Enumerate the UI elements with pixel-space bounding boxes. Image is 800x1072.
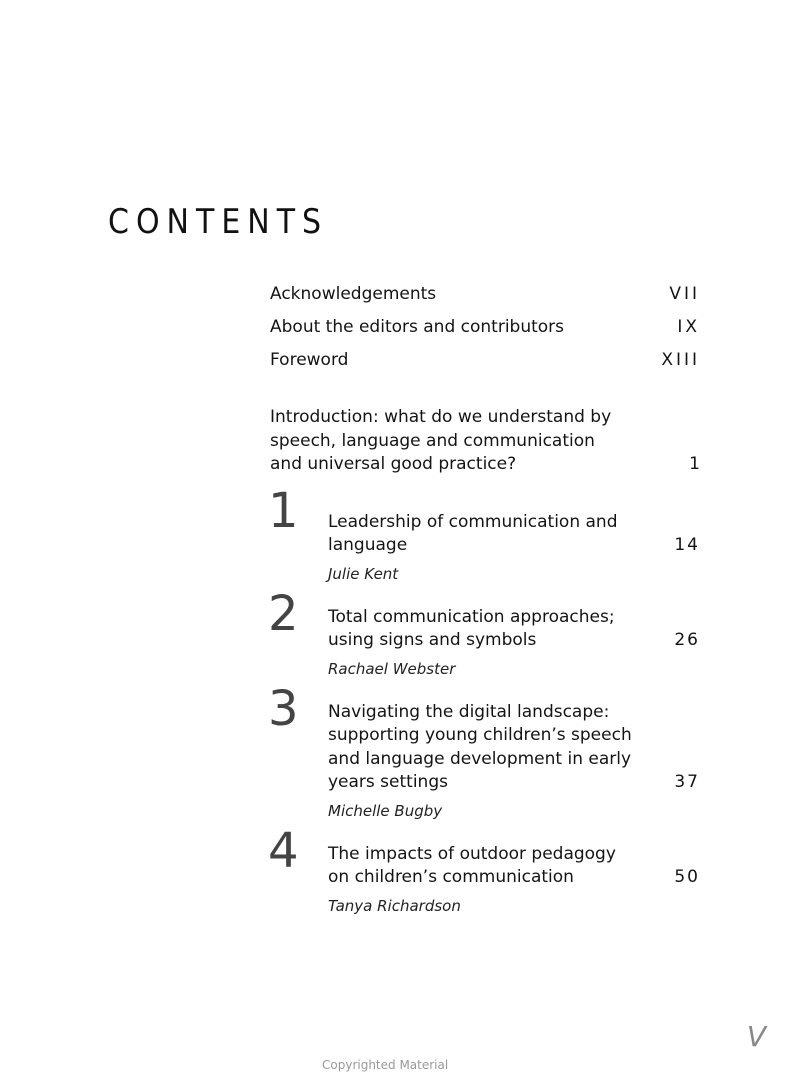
chapter-number: 2 (268, 585, 299, 642)
table-of-contents (270, 282, 700, 916)
chapter-title: Navigating the digital landscape: supporting young children’s speech and language development in early years settings (328, 701, 632, 792)
chapter-number: 1 (268, 482, 299, 539)
chapter-title: Total communication approaches; using signs and symbols (328, 606, 615, 650)
toc-entry-label: About the editors and contributors (270, 317, 565, 337)
toc-chapter-1[interactable] (268, 482, 700, 584)
chapter-author: Julie Kent (328, 564, 399, 583)
chapter-number: 3 (268, 680, 299, 737)
toc-entry-page: VII (669, 284, 700, 304)
toc-entry-label: Foreword (270, 350, 349, 370)
toc-entry-about-editors[interactable] (270, 315, 700, 348)
toc-entry-page: 1 (689, 454, 700, 474)
chapter-number: 4 (268, 822, 299, 879)
toc-entry-acknowledgements[interactable] (270, 282, 700, 315)
chapter-page: 14 (674, 534, 700, 555)
page-number: V (746, 1020, 766, 1053)
toc-entry-foreword[interactable] (270, 348, 700, 381)
toc-entry-introduction[interactable] (270, 406, 700, 477)
toc-chapter-2[interactable] (268, 585, 700, 679)
toc-chapter-4[interactable] (268, 822, 700, 916)
toc-entry-label: Introduction: what do we understand by speech, language and communication and universal good practice? (270, 407, 612, 474)
chapter-title: Leadership of communication and language (328, 511, 618, 555)
toc-chapter-3[interactable] (268, 680, 700, 821)
toc-entry-label: Acknowledgements (270, 284, 437, 304)
copyright-watermark: Copyrighted Material (322, 1058, 449, 1072)
chapter-author: Tanya Richardson (328, 896, 461, 915)
chapter-title: The impacts of outdoor pedagogy on children’s communication (328, 843, 616, 887)
chapter-author: Michelle Bugby (328, 801, 443, 820)
chapter-page: 50 (674, 866, 700, 887)
page-title: CONTENTS (108, 203, 329, 243)
chapter-page: 26 (674, 629, 700, 650)
chapter-page: 37 (674, 771, 700, 792)
chapter-author: Rachael Webster (328, 659, 456, 678)
toc-entry-page: XIII (661, 350, 700, 370)
toc-entry-page: IX (677, 317, 700, 337)
